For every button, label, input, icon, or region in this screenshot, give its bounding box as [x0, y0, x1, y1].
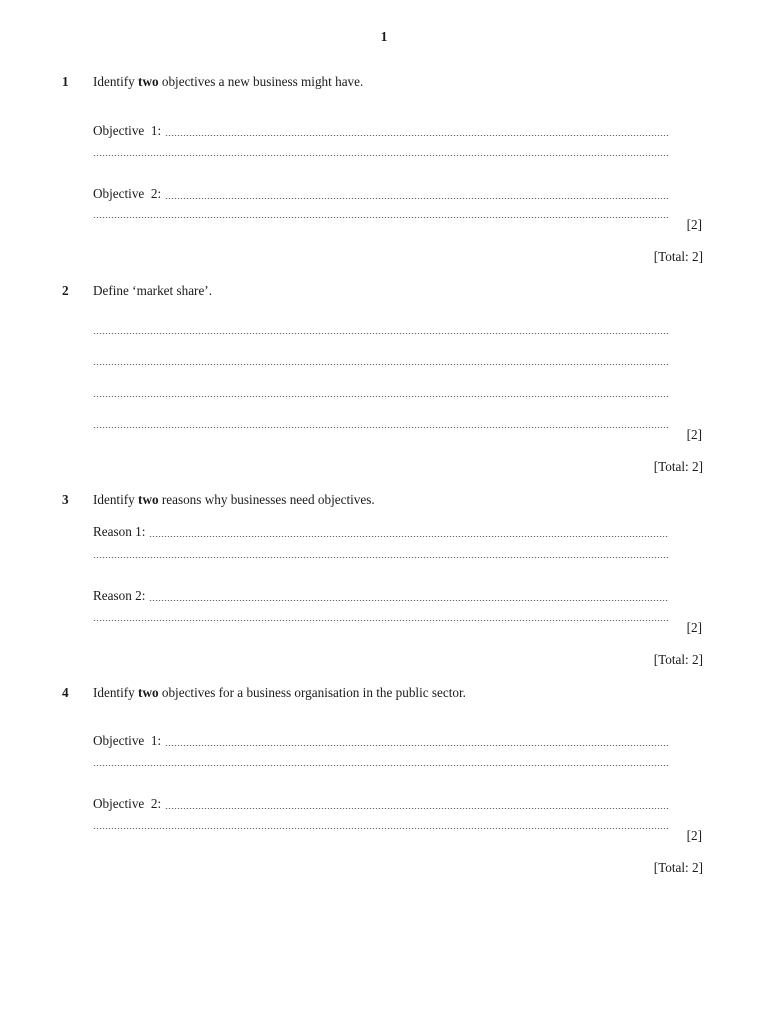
dotted-answer-line	[93, 155, 669, 156]
question-1-total: [Total: 2]	[653, 249, 703, 264]
question-1-marks: [2]	[686, 217, 702, 232]
question-3-marks: [2]	[686, 620, 702, 635]
question-1-answer-line-3[interactable]	[93, 186, 669, 202]
dotted-answer-line	[165, 198, 669, 199]
question-2-answer-line-2[interactable]	[93, 364, 669, 368]
reason-1-label: Reason 1:	[93, 524, 146, 539]
question-3-answer-line-2[interactable]	[93, 557, 669, 561]
dotted-answer-line	[93, 217, 669, 218]
dotted-answer-line	[165, 135, 669, 136]
dotted-answer-line	[149, 536, 669, 537]
dotted-answer-line	[93, 765, 669, 766]
question-2-answer-line-3[interactable]	[93, 396, 669, 400]
question-2-marks: [2]	[686, 427, 702, 442]
dotted-answer-line	[93, 427, 669, 428]
question-2-answer-line-4[interactable]	[93, 427, 669, 431]
question-1-answer-line-4[interactable]	[93, 217, 669, 221]
question-1-answer-line-1[interactable]	[93, 123, 669, 139]
page-number: 1	[380, 29, 388, 44]
question-4-answer-line-1[interactable]	[93, 733, 669, 749]
dotted-answer-line	[93, 396, 669, 397]
reason-2-label: Reason 2:	[93, 588, 146, 603]
question-4-number: 4	[62, 685, 69, 700]
dotted-answer-line	[93, 333, 669, 334]
question-4-answer-line-2[interactable]	[93, 765, 669, 769]
question-3-answer-line-4[interactable]	[93, 620, 669, 624]
dotted-answer-line	[93, 364, 669, 365]
question-3-prompt: Identify two reasons why businesses need objectives.	[93, 492, 375, 507]
question-3-total: [Total: 2]	[653, 652, 703, 667]
dotted-answer-line	[93, 828, 669, 829]
question-4-answer-line-3[interactable]	[93, 796, 669, 812]
objective-1-label: Objective 1:	[93, 733, 162, 748]
question-3-number: 3	[62, 492, 69, 507]
question-4-answer-line-4[interactable]	[93, 828, 669, 832]
question-2-prompt: Define ‘market share’.	[93, 283, 212, 298]
dotted-answer-line	[149, 600, 669, 601]
dotted-answer-line	[93, 557, 669, 558]
question-4-marks: [2]	[686, 828, 702, 843]
question-1-prompt: Identify two objectives a new business might have.	[93, 74, 364, 89]
question-2-total: [Total: 2]	[653, 459, 703, 474]
dotted-answer-line	[165, 745, 669, 746]
question-3-answer-line-3[interactable]	[93, 588, 669, 604]
question-2-answer-line-1[interactable]	[93, 333, 669, 337]
question-3-answer-line-1[interactable]	[93, 524, 669, 540]
question-2-number: 2	[62, 283, 69, 298]
question-4-total: [Total: 2]	[653, 860, 703, 875]
dotted-answer-line	[93, 620, 669, 621]
question-1-answer-line-2[interactable]	[93, 155, 669, 159]
objective-2-label: Objective 2:	[93, 186, 162, 201]
objective-1-label: Objective 1:	[93, 123, 162, 138]
dotted-answer-line	[165, 808, 669, 809]
question-1-number: 1	[62, 74, 69, 89]
objective-2-label: Objective 2:	[93, 796, 162, 811]
question-4-prompt: Identify two objectives for a business organisation in the public sector.	[93, 685, 466, 700]
